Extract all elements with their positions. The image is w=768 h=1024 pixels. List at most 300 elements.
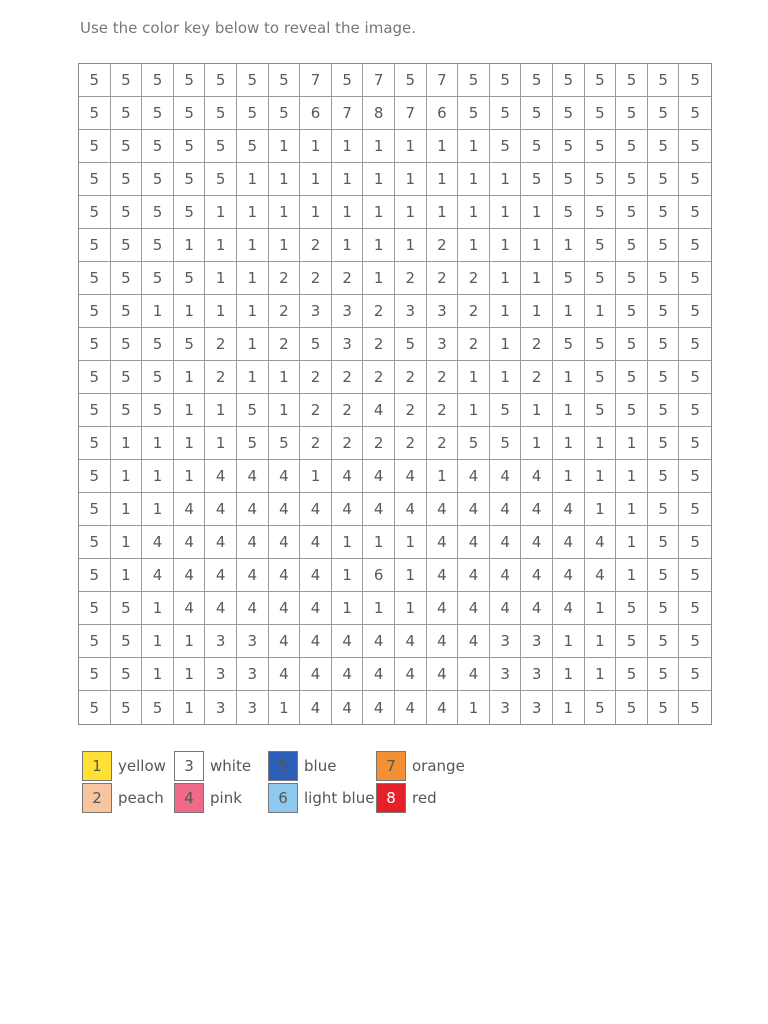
grid-cell: 5 [174,64,206,97]
key-swatch: 2 [82,783,112,813]
grid-cell: 4 [458,592,490,625]
grid-cell: 5 [616,130,648,163]
grid-cell: 5 [111,262,143,295]
grid-cell: 1 [300,130,332,163]
grid-cell: 4 [553,592,585,625]
grid-cell: 1 [237,361,269,394]
instructions-text: Use the color key below to reveal the image. [80,19,417,37]
grid-cell: 1 [490,163,522,196]
grid-cell: 1 [616,559,648,592]
grid-cell: 1 [174,361,206,394]
grid-cell: 5 [79,427,111,460]
grid-cell: 5 [648,64,680,97]
key-item-red [376,783,437,813]
grid-cell: 5 [458,64,490,97]
grid-cell: 4 [205,592,237,625]
grid-cell: 1 [616,460,648,493]
grid-cell: 5 [521,64,553,97]
grid-cell: 5 [490,97,522,130]
grid-cell: 5 [142,196,174,229]
grid-cell: 2 [363,295,395,328]
grid-cell: 4 [332,493,364,526]
key-swatch: 8 [376,783,406,813]
grid-cell: 4 [174,493,206,526]
grid-cell: 5 [111,658,143,691]
grid-cell: 4 [395,658,427,691]
grid-cell: 5 [616,295,648,328]
grid-cell: 5 [648,460,680,493]
grid-cell: 3 [205,691,237,724]
grid-cell: 5 [616,196,648,229]
grid-cell: 2 [363,361,395,394]
grid-cell: 2 [300,262,332,295]
key-item-pink [174,783,242,813]
grid-cell: 3 [521,658,553,691]
grid-cell: 1 [332,592,364,625]
grid-cell: 5 [679,493,711,526]
grid-cell: 5 [458,427,490,460]
grid-cell: 5 [79,526,111,559]
grid-cell: 4 [332,625,364,658]
grid-cell: 4 [269,526,301,559]
grid-cell: 2 [332,262,364,295]
grid-cell: 5 [679,64,711,97]
grid-cell: 4 [205,493,237,526]
grid-cell: 5 [648,493,680,526]
grid-cell: 1 [111,460,143,493]
key-label: red [412,789,437,807]
grid-cell: 3 [332,295,364,328]
grid-cell: 5 [648,262,680,295]
grid-cell: 1 [237,328,269,361]
grid-cell: 5 [648,295,680,328]
grid-cell: 5 [79,295,111,328]
grid-cell: 6 [300,97,332,130]
grid-cell: 1 [585,427,617,460]
grid-cell: 1 [585,625,617,658]
grid-cell: 5 [648,229,680,262]
grid-cell: 1 [458,394,490,427]
grid-cell: 5 [79,691,111,724]
grid-cell: 4 [458,460,490,493]
grid-cell: 5 [79,361,111,394]
grid-cell: 5 [79,97,111,130]
grid-cell: 5 [648,163,680,196]
grid-cell: 1 [237,295,269,328]
grid-cell: 4 [458,559,490,592]
grid-cell: 5 [585,361,617,394]
grid-cell: 4 [269,658,301,691]
grid-cell: 4 [332,691,364,724]
grid-cell: 1 [395,196,427,229]
grid-cell: 2 [458,262,490,295]
grid-cell: 5 [490,64,522,97]
grid-cell: 2 [205,328,237,361]
grid-cell: 5 [616,394,648,427]
grid-cell: 2 [269,295,301,328]
grid-cell: 1 [553,427,585,460]
grid-cell: 5 [79,64,111,97]
grid-cell: 1 [521,262,553,295]
grid-cell: 4 [395,625,427,658]
grid-cell: 1 [269,130,301,163]
grid-cell: 7 [332,97,364,130]
grid-cell: 5 [648,394,680,427]
grid-cell: 1 [205,262,237,295]
grid-cell: 5 [585,262,617,295]
grid-cell: 5 [585,196,617,229]
grid-cell: 5 [142,361,174,394]
grid-cell: 1 [142,427,174,460]
grid-cell: 1 [205,196,237,229]
grid-cell: 4 [458,658,490,691]
grid-cell: 5 [142,394,174,427]
grid-cell: 1 [111,493,143,526]
grid-cell: 5 [111,196,143,229]
grid-cell: 3 [521,691,553,724]
grid-cell: 5 [142,97,174,130]
grid-cell: 5 [111,64,143,97]
grid-cell: 3 [395,295,427,328]
grid-cell: 4 [521,526,553,559]
grid-cell: 4 [458,493,490,526]
grid-cell: 1 [521,295,553,328]
grid-cell: 1 [553,295,585,328]
grid-cell: 1 [585,658,617,691]
grid-cell: 1 [237,262,269,295]
grid-cell: 1 [553,691,585,724]
grid-cell: 4 [395,493,427,526]
grid-cell: 1 [237,196,269,229]
grid-cell: 1 [553,361,585,394]
grid-cell: 1 [363,130,395,163]
grid-cell: 4 [490,460,522,493]
grid-cell: 5 [616,625,648,658]
key-label: white [210,757,252,775]
grid-cell: 1 [363,262,395,295]
grid-cell: 1 [142,460,174,493]
grid-cell: 1 [332,163,364,196]
grid-cell: 5 [553,64,585,97]
grid-cell: 3 [237,658,269,691]
grid-cell: 5 [679,460,711,493]
grid-cell: 1 [174,295,206,328]
grid-cell: 4 [300,592,332,625]
grid-cell: 1 [205,229,237,262]
grid-cell: 5 [174,328,206,361]
grid-cell: 1 [395,130,427,163]
grid-cell: 5 [332,64,364,97]
grid-cell: 1 [490,328,522,361]
key-label: peach [118,789,164,807]
key-swatch: 5 [268,751,298,781]
grid-cell: 1 [174,394,206,427]
grid-cell: 1 [205,394,237,427]
grid-cell: 2 [521,328,553,361]
grid-cell: 1 [521,229,553,262]
grid-cell: 5 [79,196,111,229]
grid-cell: 4 [427,559,459,592]
grid-cell: 1 [174,625,206,658]
grid-cell: 4 [269,559,301,592]
grid-cell: 5 [679,592,711,625]
grid-cell: 1 [427,163,459,196]
grid-cell: 5 [616,361,648,394]
grid-cell: 4 [237,592,269,625]
grid-cell: 4 [237,559,269,592]
grid-cell: 1 [553,460,585,493]
grid-cell: 4 [237,460,269,493]
grid-cell: 5 [553,196,585,229]
grid-cell: 5 [679,262,711,295]
grid-cell: 1 [332,130,364,163]
grid-cell: 5 [648,328,680,361]
grid-cell: 1 [237,229,269,262]
grid-cell: 5 [142,262,174,295]
grid-cell: 2 [427,394,459,427]
grid-cell: 1 [585,295,617,328]
grid-cell: 5 [648,658,680,691]
grid-cell: 4 [363,460,395,493]
grid-cell: 5 [521,97,553,130]
grid-cell: 3 [490,658,522,691]
grid-cell: 1 [269,361,301,394]
grid-cell: 1 [521,196,553,229]
grid-cell: 1 [174,691,206,724]
grid-cell: 4 [174,592,206,625]
grid-cell: 5 [648,691,680,724]
grid-cell: 3 [521,625,553,658]
grid-cell: 5 [237,64,269,97]
grid-cell: 1 [490,196,522,229]
grid-cell: 1 [585,493,617,526]
grid-cell: 1 [490,295,522,328]
grid-cell: 4 [458,526,490,559]
grid-cell: 3 [205,625,237,658]
grid-cell: 4 [300,526,332,559]
grid-cell: 5 [679,229,711,262]
grid-cell: 5 [679,196,711,229]
grid-cell: 5 [79,328,111,361]
grid-cell: 1 [142,658,174,691]
grid-cell: 1 [490,262,522,295]
grid-cell: 5 [269,97,301,130]
grid-cell: 4 [490,592,522,625]
grid-cell: 1 [521,394,553,427]
grid-cell: 5 [111,691,143,724]
grid-cell: 4 [427,493,459,526]
grid-cell: 5 [174,163,206,196]
grid-cell: 5 [648,196,680,229]
grid-cell: 5 [111,295,143,328]
grid-cell: 1 [458,130,490,163]
grid-cell: 5 [111,130,143,163]
grid-cell: 3 [300,295,332,328]
grid-cell: 1 [458,229,490,262]
grid-cell: 5 [237,97,269,130]
grid-cell: 2 [300,427,332,460]
grid-cell: 1 [427,130,459,163]
grid-cell: 2 [300,229,332,262]
grid-cell: 4 [363,394,395,427]
grid-cell: 4 [205,526,237,559]
grid-cell: 5 [237,394,269,427]
grid-cell: 4 [363,625,395,658]
grid-cell: 3 [427,328,459,361]
grid-cell: 2 [300,361,332,394]
key-label: light blue [304,789,375,807]
grid-cell: 5 [395,328,427,361]
grid-cell: 4 [300,658,332,691]
grid-cell: 4 [332,460,364,493]
grid-cell: 1 [205,295,237,328]
grid-cell: 1 [427,196,459,229]
grid-cell: 1 [616,493,648,526]
grid-cell: 5 [269,427,301,460]
grid-cell: 5 [585,97,617,130]
grid-cell: 1 [585,460,617,493]
grid-cell: 5 [142,691,174,724]
key-label: orange [412,757,465,775]
grid-cell: 1 [142,493,174,526]
grid-cell: 5 [616,229,648,262]
grid-cell: 2 [332,394,364,427]
grid-cell: 2 [427,427,459,460]
grid-cell: 1 [363,196,395,229]
grid-cell: 5 [648,361,680,394]
grid-cell: 5 [521,130,553,163]
grid-cell: 3 [237,691,269,724]
grid-cell: 5 [174,130,206,163]
grid-cell: 4 [395,460,427,493]
grid-cell: 1 [269,394,301,427]
key-swatch: 4 [174,783,204,813]
key-swatch: 6 [268,783,298,813]
grid-cell: 5 [679,97,711,130]
key-label: blue [304,757,337,775]
grid-cell: 7 [300,64,332,97]
grid-cell: 1 [395,526,427,559]
grid-cell: 1 [395,229,427,262]
grid-cell: 5 [174,262,206,295]
grid-cell: 5 [205,130,237,163]
grid-cell: 4 [427,625,459,658]
grid-cell: 5 [679,427,711,460]
grid-cell: 5 [648,130,680,163]
grid-cell: 4 [363,658,395,691]
grid-cell: 1 [363,526,395,559]
grid-cell: 1 [205,427,237,460]
grid-cell: 5 [205,97,237,130]
grid-cell: 5 [237,427,269,460]
grid-cell: 5 [648,427,680,460]
grid-cell: 1 [300,460,332,493]
grid-cell: 7 [395,97,427,130]
grid-cell: 5 [111,229,143,262]
grid-cell: 5 [616,658,648,691]
grid-cell: 1 [585,592,617,625]
grid-cell: 1 [616,526,648,559]
grid-cell: 5 [174,97,206,130]
grid-cell: 5 [679,559,711,592]
grid-cell: 5 [111,328,143,361]
grid-cell: 1 [616,427,648,460]
grid-cell: 6 [427,97,459,130]
grid-cell: 1 [363,592,395,625]
grid-cell: 5 [142,328,174,361]
grid-cell: 4 [363,691,395,724]
grid-cell: 7 [363,64,395,97]
grid-cell: 4 [585,526,617,559]
grid-cell: 4 [490,526,522,559]
key-swatch: 1 [82,751,112,781]
grid-cell: 5 [690,698,700,717]
grid-cell: 5 [585,163,617,196]
grid-cell: 5 [679,130,711,163]
key-item-white [174,751,251,781]
grid-cell: 1 [300,196,332,229]
grid-cell: 5 [585,229,617,262]
grid-cell: 5 [79,262,111,295]
grid-cell: 5 [648,559,680,592]
grid-cell: 4 [553,526,585,559]
grid-cell: 4 [269,493,301,526]
grid-cell: 5 [679,394,711,427]
grid-cell: 5 [142,130,174,163]
key-label: yellow [118,757,166,775]
grid-cell: 5 [490,427,522,460]
grid-cell: 1 [490,229,522,262]
grid-cell: 4 [458,625,490,658]
grid-cell: 5 [111,625,143,658]
grid-cell: 1 [553,658,585,691]
key-item-orange [376,751,465,781]
grid-cell: 5 [679,328,711,361]
grid-cell: 2 [363,328,395,361]
grid-cell: 2 [269,328,301,361]
grid-cell: 5 [679,526,711,559]
grid-cell: 5 [648,97,680,130]
grid-cell: 5 [585,64,617,97]
grid-cell: 4 [174,559,206,592]
grid-cell: 4 [300,559,332,592]
grid-cell: 4 [300,625,332,658]
grid-cell: 4 [332,658,364,691]
key-item-yellow [82,751,166,781]
grid-cell: 4 [553,493,585,526]
grid-cell: 3 [427,295,459,328]
grid-cell: 4 [427,658,459,691]
grid-cell: 3 [490,625,522,658]
grid-cell: 5 [490,130,522,163]
grid-cell: 5 [553,97,585,130]
grid-cell: 5 [585,130,617,163]
grid-cell: 5 [142,229,174,262]
grid-cell: 1 [174,229,206,262]
grid-cell: 5 [679,361,711,394]
grid-cell: 4 [553,559,585,592]
grid-cell: 1 [174,427,206,460]
grid-cell: 2 [395,394,427,427]
grid-cell: 2 [427,361,459,394]
grid-cell: 5 [79,229,111,262]
grid-cell: 5 [79,559,111,592]
grid-cell: 5 [269,64,301,97]
grid-cell: 1 [332,526,364,559]
grid-cell: 1 [458,361,490,394]
grid-cell: 3 [205,658,237,691]
grid-cell: 5 [648,526,680,559]
